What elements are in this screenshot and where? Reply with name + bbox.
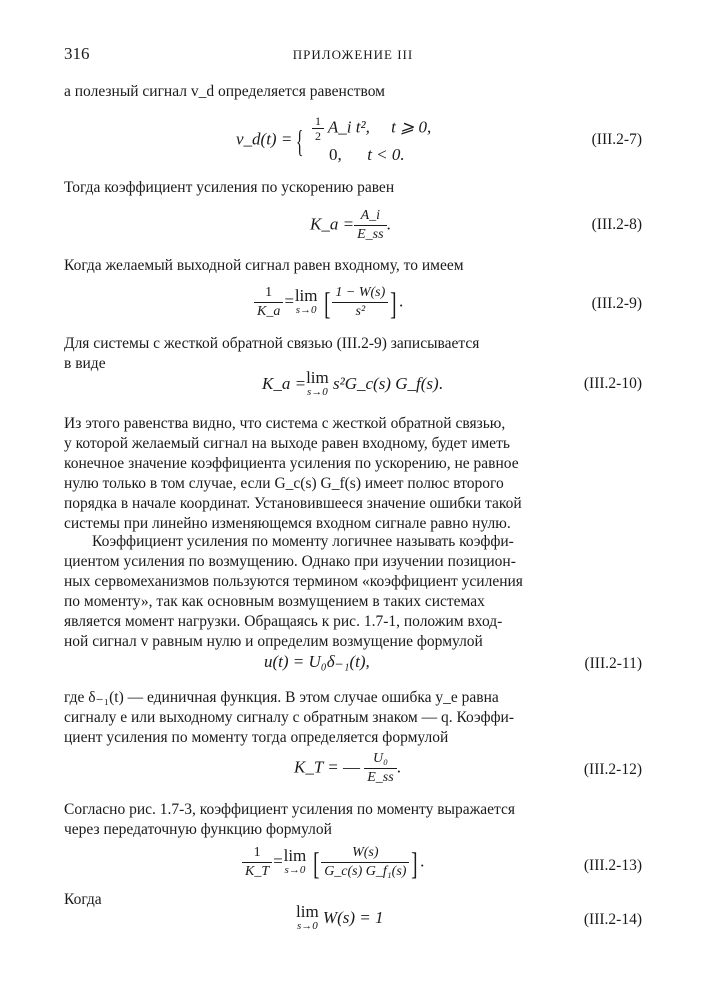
limit-subscript: s→0	[295, 303, 317, 316]
case-1-expression: A_i t²,	[327, 117, 375, 137]
case-2-expression: 0,	[328, 145, 342, 164]
text-line: где δ₋₁(t) — единичная функция. В этом случае ошибка y_e равна	[64, 689, 499, 706]
text-line: Тогда коэффициент усиления по ускорению равен	[64, 179, 395, 196]
case-2-condition: t < 0.	[367, 145, 405, 164]
text-line: порядка в начале координат. Установившееся значение ошибки такой	[64, 495, 522, 512]
text-line: циентом усиления по возмущению. Однако при изучении позицион-	[64, 553, 516, 570]
paragraph-intro	[64, 82, 642, 102]
text-line: в виде	[64, 355, 106, 372]
limit-subscript: s→0	[296, 920, 318, 932]
paragraph-6	[64, 532, 642, 652]
equation-iii-2-11	[64, 652, 642, 678]
fraction-numerator: W(s)	[321, 844, 409, 863]
equation-number: (III.2-11)	[584, 655, 642, 672]
text-line: Коэффициент усиления по моменту логичнее называть коэффи-	[92, 533, 514, 550]
equation-number: (III.2-12)	[583, 761, 642, 778]
paragraph-8	[64, 800, 642, 840]
text-line: системы при линейно изменяющемся входном сигнале равно нулю.	[64, 515, 511, 532]
equation-number: (III.2-9)	[591, 295, 642, 312]
equation-iii-2-13: $\frac{1}{K\_T}$ =lim s→0 [ $\frac{W(s)}{\text{G\_c(s) G\_f₁(s)}}$ ] . (III.2-13)	[64, 842, 642, 892]
limit-subscript: s→0	[284, 863, 306, 876]
text-line: конечное значение коэффициента усиления по ускорению, не равное	[64, 455, 519, 472]
fraction-denominator: s²	[355, 304, 366, 319]
text-line: является момент нагрузки. Обращаясь к рис. 1.7-1, положим вход-	[64, 613, 503, 630]
text-line: у которой желаемый сигнал на выходе равен входному, будет иметь	[64, 435, 510, 452]
equation-number: (III.2-14)	[583, 911, 642, 928]
text-line: ных сервомеханизмов пользуются термином «коэффициент усиления	[64, 573, 523, 590]
equation-iii-2-8: K_a = $\frac{A\_i}{E\_ss}$ . (III.2-8)	[310, 208, 642, 242]
equation-lhs: K_a	[310, 214, 343, 234]
text-line: через передаточную функцию формулой	[64, 821, 332, 838]
text-line: ной сигнал v равным нулю и определим возмущение формулой	[64, 633, 483, 650]
text-line: Когда желаемый выходной сигнал равен входному, то имеем	[64, 257, 464, 274]
fraction-numerator: 1 − W(s)	[332, 284, 388, 303]
case-1-condition: t ⩾ 0,	[391, 117, 432, 137]
text-line: сигналу e или выходному сигналу с обратным знаком — q. Коэффи-	[64, 709, 514, 726]
running-head: ПРИЛОЖЕНИЕ III	[292, 47, 414, 62]
text-line: Согласно рис. 1.7-3, коэффициент усиления по моменту выражается	[64, 801, 516, 818]
equation-number: (III.2-7)	[591, 131, 642, 148]
page-header	[64, 44, 642, 66]
text-line: нулю только в том случае, если G_c(s) G_f(s) имеет полюс второго	[64, 475, 504, 492]
equation-iii-2-14: lim s→0 W(s) = 1 (III.2-14)	[296, 902, 642, 932]
equation-iii-2-10: K_a =lim s→0 s²G_c(s) G_f(s). (III.2-10)	[262, 368, 642, 398]
equation-rhs: W(s) = 1	[322, 907, 384, 927]
text-line: циент усиления по моменту тогда определяется формулой	[64, 729, 449, 746]
paragraph-2	[64, 178, 642, 198]
fraction-denominator: E_ss	[357, 227, 384, 242]
text-line: Для системы с жесткой обратной связью (III.2-9) записывается	[64, 335, 480, 352]
fraction-denominator: E_ss	[367, 770, 394, 785]
fraction-denominator: K_T	[245, 864, 270, 879]
paragraph-4	[64, 334, 642, 374]
equation-lhs: K_a	[262, 373, 295, 393]
text-line: по моменту», так как основным возмущением в таких системах	[64, 593, 485, 610]
fraction-denominator: G_c(s) G_f₁(s)	[324, 864, 407, 879]
equation-content: u(t) = U₀δ₋₁(t),	[264, 652, 370, 671]
equation-number: (III.2-10)	[583, 375, 642, 392]
equation-lhs: K_T	[294, 757, 328, 777]
text-line: а полезный сигнал v_d определяется равенством	[64, 83, 385, 100]
equation-number: (III.2-13)	[583, 857, 642, 874]
paragraph-3	[64, 256, 642, 276]
page-number: 316	[64, 44, 90, 63]
limit-subscript: s→0	[307, 386, 328, 398]
equation-iii-2-9: $\frac{1}{K\_a}$ =lim s→0 [ $\frac{1 - W(s)}{\text{s²}}$ ] . (III.2-9)	[64, 282, 642, 328]
text-line: Когда	[64, 891, 102, 908]
equation-iii-2-12: K_T = — $\frac{\text{U₀}}{E\_ss}$ . (III.2-12)	[294, 751, 642, 785]
equation-number: (III.2-8)	[591, 216, 642, 233]
fraction-denominator: K_a	[257, 304, 281, 319]
equation-lhs: v_d(t)	[236, 129, 281, 149]
fraction-numerator: A_i	[354, 207, 386, 226]
paragraph-5	[64, 414, 642, 534]
text-line: Из этого равенства видно, что система с жесткой обратной связью,	[64, 415, 506, 432]
paragraph-7	[64, 688, 642, 748]
equation-iii-2-7: v_d(t) = { $\frac{1}{2}$ A_i t², t ⩾ 0, 0, t < 0. (III.2-7)	[236, 114, 642, 164]
equation-rhs: s²G_c(s) G_f(s)	[333, 373, 439, 393]
fraction-numerator: U₀	[364, 750, 396, 769]
